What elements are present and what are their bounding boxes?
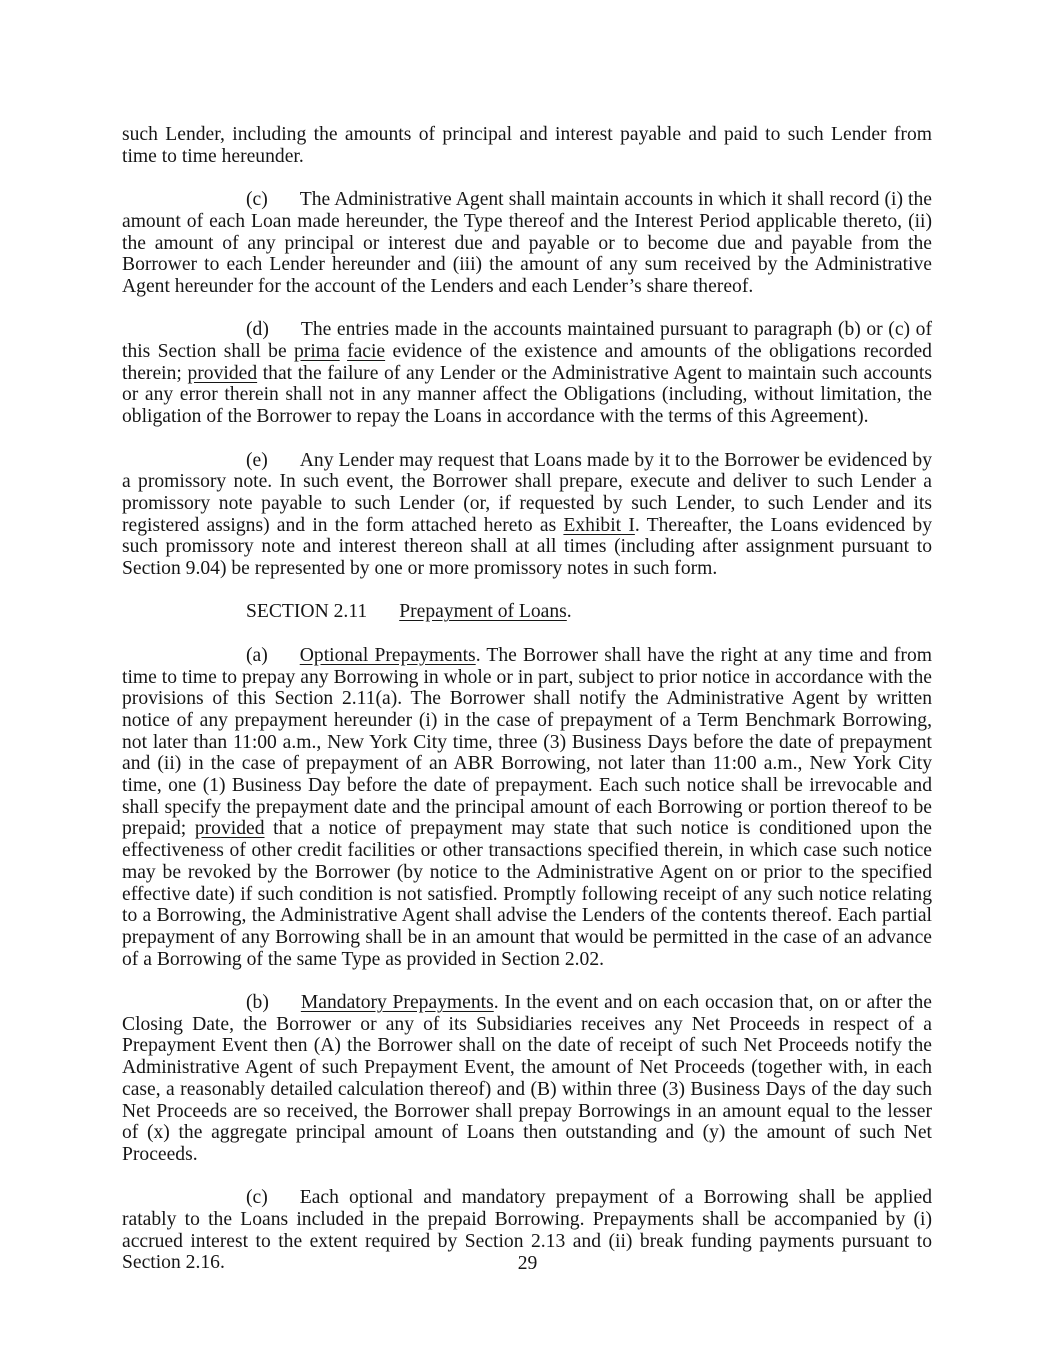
text-run: Each optional and mandatory prepayment of a Borrowing shall be applied ratably to the Loans included in the prepaid Borrowing. Prepayments shall be accompanied by (i) accrued interest to the extent required by Section 2.13 and (ii) break funding payments pursuant to Section 2.16. [122,1187,932,1274]
paragraph-label: (a) [246,644,268,666]
text-run [340,341,347,362]
section-heading [122,601,932,623]
underlined-term: Exhibit I [563,514,635,536]
text-run: The entries made in the accounts maintained pursuant to paragraph (b) or (c) of this Section shall be [122,319,932,362]
text-run: that a notice of prepayment may state that such notice is conditioned upon the effectiveness of other credit facilities or other transactions specified therein, in which case such notice may be revoked by the Borrower (by notice to the Administrative Agent on or prior to the specified effective date) if such condition is not satisfied. Promptly following receipt of any such notice relating to a Borrowing, the Administrative Agent shall advise the Lenders of the contents thereof. Each partial prepayment of any Borrowing shall be in an amount that would be permitted in the case of an advance of a Borrowing of the same Type as provided in Section 2.02. [122,818,932,970]
body-paragraph [122,189,932,298]
paragraph-label: (e) [246,449,268,471]
body-paragraph [122,450,932,580]
underlined-term: provided [194,818,265,840]
underlined-term: facie [347,341,386,362]
paragraph-label: (d) [246,319,269,341]
paragraph-label: (c) [246,1187,268,1209]
text-run: such Lender, including the amounts of principal and interest payable and paid to such Lender from time to time hereunder. [122,124,932,167]
paragraph-label: (c) [246,189,268,211]
underlined-term: provided [187,362,258,384]
text-run: . In the event and on each occasion that, on or after the Closing Date, the Borrower or any of its Subsidiaries receives any Net Proceeds in respect of a Prepayment Event then (A) the Borrower shall on the date of receipt of such Net Proceeds notify the Administrative Agent of such Prepayment Event, the amount of Net Proceeds (together with, in each case, a reasonably detailed calculation thereof) and (B) within three (3) Business Days of the day such Net Proceeds are so received, the Borrower shall prepay Borrowings in an amount equal to the lesser of (x) the aggregate principal amount of Loans then outstanding and (y) the amount of such Net Proceeds. [122,992,932,1165]
text-run: Any Lender may request that Loans made by it to the Borrower be evidenced by a promissory note. In such event, the Borrower shall prepare, execute and deliver to such Lender a promissory note payable to such Lender (or, if requested by such Lender, to such Lender and its registered assigns) and in the form attached hereto as [122,449,932,536]
text-run: . Thereafter, the Loans evidenced by such promissory note and interest thereon shall at all times (including after assignment pursuant to Section 9.04) be represented by one or more promissory notes in such form. [122,514,932,580]
text-run: evidence of the existence and amounts of the obligations recorded therein; [122,341,932,384]
text-run: that the failure of any Lender or the Administrative Agent to maintain such accounts or any error therein shall not in any manner affect the Obligations (including, without limitation, the obligation of the Borrower to repay the Loans in accordance with the terms of this Agreement). [122,362,933,428]
page-number: 29 [517,1253,538,1274]
text-run: . [566,601,572,623]
paragraph-label: SECTION 2.11 [246,601,368,623]
underlined-term: Optional Prepayments [299,644,476,666]
underlined-term: Mandatory Prepayments [300,992,494,1014]
body-paragraph [122,319,932,428]
document-body [122,124,932,1296]
text-run: The Administrative Agent shall maintain accounts in which it shall record (i) the amount of each Loan made hereunder, the Type thereof and the Interest Period applicable thereto, (ii) the amount of any principal or interest due and payable or to become due and payable from the Borrower to each Lender hereunder and (iii) the amount of any sum received by the Administrative Agent hereunder for the account of the Lenders and each Lender’s share thereof. [122,189,932,297]
text-run: . The Borrower shall have the right at any time and from time to time to prepay any Borrowing in whole or in part, subject to prior notice in accordance with the provisions of this Section 2.11(a). The Borrower shall notify the Administrative Agent by written notice of any prepayment hereunder (i) in the case of prepayment of a Term Benchmark Borrowing, not later than 11:00 a.m., New York City time, three (3) Business Days before the date of prepayment and (ii) in the case of prepayment of an ABR Borrowing, not later than 11:00 a.m., New York City time, one (1) Business Day before the date of prepayment. Each such notice shall be irrevocable and shall specify the prepayment date and the principal amount of each Borrowing or portion thereof to be prepaid; [122,644,932,840]
underlined-term: Prepayment of Loans [399,601,567,623]
underlined-term: prima [294,341,340,362]
body-paragraph [122,645,932,971]
body-paragraph [122,992,932,1166]
paragraph-label: (b) [246,992,269,1014]
body-paragraph [122,124,932,167]
